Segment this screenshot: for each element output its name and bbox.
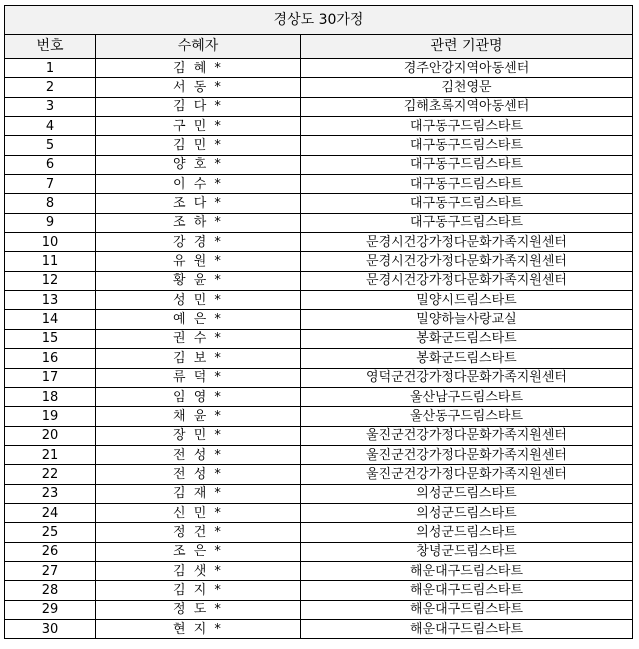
row-number: 22 <box>5 465 96 484</box>
row-organization: 해운대구드림스타트 <box>301 581 633 600</box>
row-number: 14 <box>5 310 96 329</box>
row-recipient: 김 민 * <box>96 136 301 155</box>
row-recipient: 현 지 * <box>96 619 301 638</box>
table-row <box>5 155 633 174</box>
row-number: 12 <box>5 271 96 290</box>
row-number: 26 <box>5 542 96 561</box>
row-recipient: 조 은 * <box>96 542 301 561</box>
table-row <box>5 523 633 542</box>
row-recipient: 정 도 * <box>96 600 301 619</box>
table-row <box>5 97 633 116</box>
table-row <box>5 136 633 155</box>
row-number: 7 <box>5 175 96 194</box>
table-row <box>5 561 633 580</box>
row-recipient: 유 원 * <box>96 252 301 271</box>
row-recipient: 김 다 * <box>96 97 301 116</box>
row-recipient: 임 영 * <box>96 387 301 406</box>
table-row <box>5 213 633 232</box>
row-organization: 대구동구드림스타트 <box>301 117 633 136</box>
table-row <box>5 503 633 522</box>
table-row <box>5 78 633 97</box>
row-recipient: 양 호 * <box>96 155 301 174</box>
table-row <box>5 252 633 271</box>
row-number: 24 <box>5 503 96 522</box>
row-number: 19 <box>5 407 96 426</box>
table-row <box>5 368 633 387</box>
row-organization: 밀양시드림스타트 <box>301 291 633 310</box>
row-number: 15 <box>5 329 96 348</box>
recipients-table <box>4 5 633 639</box>
row-recipient: 성 민 * <box>96 291 301 310</box>
row-organization: 울산남구드림스타트 <box>301 387 633 406</box>
table-row <box>5 619 633 638</box>
table-row <box>5 445 633 464</box>
table-row <box>5 484 633 503</box>
row-number: 13 <box>5 291 96 310</box>
row-number: 25 <box>5 523 96 542</box>
row-organization: 해운대구드림스타트 <box>301 600 633 619</box>
row-recipient: 김 지 * <box>96 581 301 600</box>
row-recipient: 김 혜 * <box>96 59 301 78</box>
header-number: 번호 <box>5 35 96 59</box>
row-recipient: 정 건 * <box>96 523 301 542</box>
row-number: 1 <box>5 59 96 78</box>
row-number: 30 <box>5 619 96 638</box>
row-organization: 김해초록지역아동센터 <box>301 97 633 116</box>
row-organization: 대구동구드림스타트 <box>301 194 633 213</box>
row-organization: 해운대구드림스타트 <box>301 561 633 580</box>
row-recipient: 조 하 * <box>96 213 301 232</box>
row-organization: 의성군드림스타트 <box>301 503 633 522</box>
row-recipient: 김 보 * <box>96 349 301 368</box>
row-organization: 김천영문 <box>301 78 633 97</box>
row-organization: 창녕군드림스타트 <box>301 542 633 561</box>
row-recipient: 서 동 * <box>96 78 301 97</box>
table-row <box>5 291 633 310</box>
row-organization: 영덕군건강가정다문화가족지원센터 <box>301 368 633 387</box>
row-recipient: 권 수 * <box>96 329 301 348</box>
row-organization: 문경시건강가정다문화가족지원센터 <box>301 271 633 290</box>
row-number: 10 <box>5 233 96 252</box>
table-row <box>5 600 633 619</box>
row-number: 8 <box>5 194 96 213</box>
row-organization: 문경시건강가정다문화가족지원센터 <box>301 233 633 252</box>
row-recipient: 이 수 * <box>96 175 301 194</box>
row-organization: 봉화군드림스타트 <box>301 349 633 368</box>
row-recipient: 김 샛 * <box>96 561 301 580</box>
table-row <box>5 271 633 290</box>
row-organization: 대구동구드림스타트 <box>301 155 633 174</box>
row-recipient: 류 덕 * <box>96 368 301 387</box>
row-recipient: 전 성 * <box>96 445 301 464</box>
row-recipient: 김 재 * <box>96 484 301 503</box>
row-recipient: 황 윤 * <box>96 271 301 290</box>
row-organization: 대구동구드림스타트 <box>301 136 633 155</box>
row-number: 16 <box>5 349 96 368</box>
table-row <box>5 349 633 368</box>
row-organization: 울진군건강가정다문화가족지원센터 <box>301 445 633 464</box>
row-number: 2 <box>5 78 96 97</box>
table-row <box>5 387 633 406</box>
table-row <box>5 233 633 252</box>
table-row <box>5 407 633 426</box>
row-organization: 울진군건강가정다문화가족지원센터 <box>301 465 633 484</box>
table-row <box>5 175 633 194</box>
table-row <box>5 581 633 600</box>
row-recipient: 구 민 * <box>96 117 301 136</box>
row-organization: 문경시건강가정다문화가족지원센터 <box>301 252 633 271</box>
table-title-row <box>5 6 633 35</box>
row-number: 6 <box>5 155 96 174</box>
table-row <box>5 310 633 329</box>
row-number: 27 <box>5 561 96 580</box>
row-organization: 울진군건강가정다문화가족지원센터 <box>301 426 633 445</box>
row-recipient: 전 성 * <box>96 465 301 484</box>
row-organization: 경주안강지역아동센터 <box>301 59 633 78</box>
table-body <box>5 59 633 639</box>
row-organization: 대구동구드림스타트 <box>301 175 633 194</box>
row-number: 23 <box>5 484 96 503</box>
row-number: 18 <box>5 387 96 406</box>
row-number: 21 <box>5 445 96 464</box>
table-title: 경상도 30가정 <box>5 6 633 35</box>
row-organization: 밀양하늘사랑교실 <box>301 310 633 329</box>
table-row <box>5 542 633 561</box>
row-number: 29 <box>5 600 96 619</box>
row-organization: 울산동구드림스타트 <box>301 407 633 426</box>
row-number: 28 <box>5 581 96 600</box>
table-row <box>5 426 633 445</box>
row-organization: 해운대구드림스타트 <box>301 619 633 638</box>
row-recipient: 강 경 * <box>96 233 301 252</box>
table-row <box>5 117 633 136</box>
row-organization: 대구동구드림스타트 <box>301 213 633 232</box>
row-number: 11 <box>5 252 96 271</box>
row-recipient: 채 윤 * <box>96 407 301 426</box>
row-organization: 봉화군드림스타트 <box>301 329 633 348</box>
row-number: 17 <box>5 368 96 387</box>
table-row <box>5 194 633 213</box>
row-organization: 의성군드림스타트 <box>301 523 633 542</box>
table-row <box>5 329 633 348</box>
row-number: 4 <box>5 117 96 136</box>
row-organization: 의성군드림스타트 <box>301 484 633 503</box>
table-row <box>5 59 633 78</box>
table-row <box>5 465 633 484</box>
row-recipient: 예 은 * <box>96 310 301 329</box>
row-number: 5 <box>5 136 96 155</box>
row-number: 9 <box>5 213 96 232</box>
header-organization: 관련 기관명 <box>301 35 633 59</box>
row-number: 20 <box>5 426 96 445</box>
row-recipient: 조 다 * <box>96 194 301 213</box>
row-recipient: 장 민 * <box>96 426 301 445</box>
table-header-row <box>5 35 633 59</box>
row-recipient: 신 민 * <box>96 503 301 522</box>
header-recipient: 수혜자 <box>96 35 301 59</box>
row-number: 3 <box>5 97 96 116</box>
